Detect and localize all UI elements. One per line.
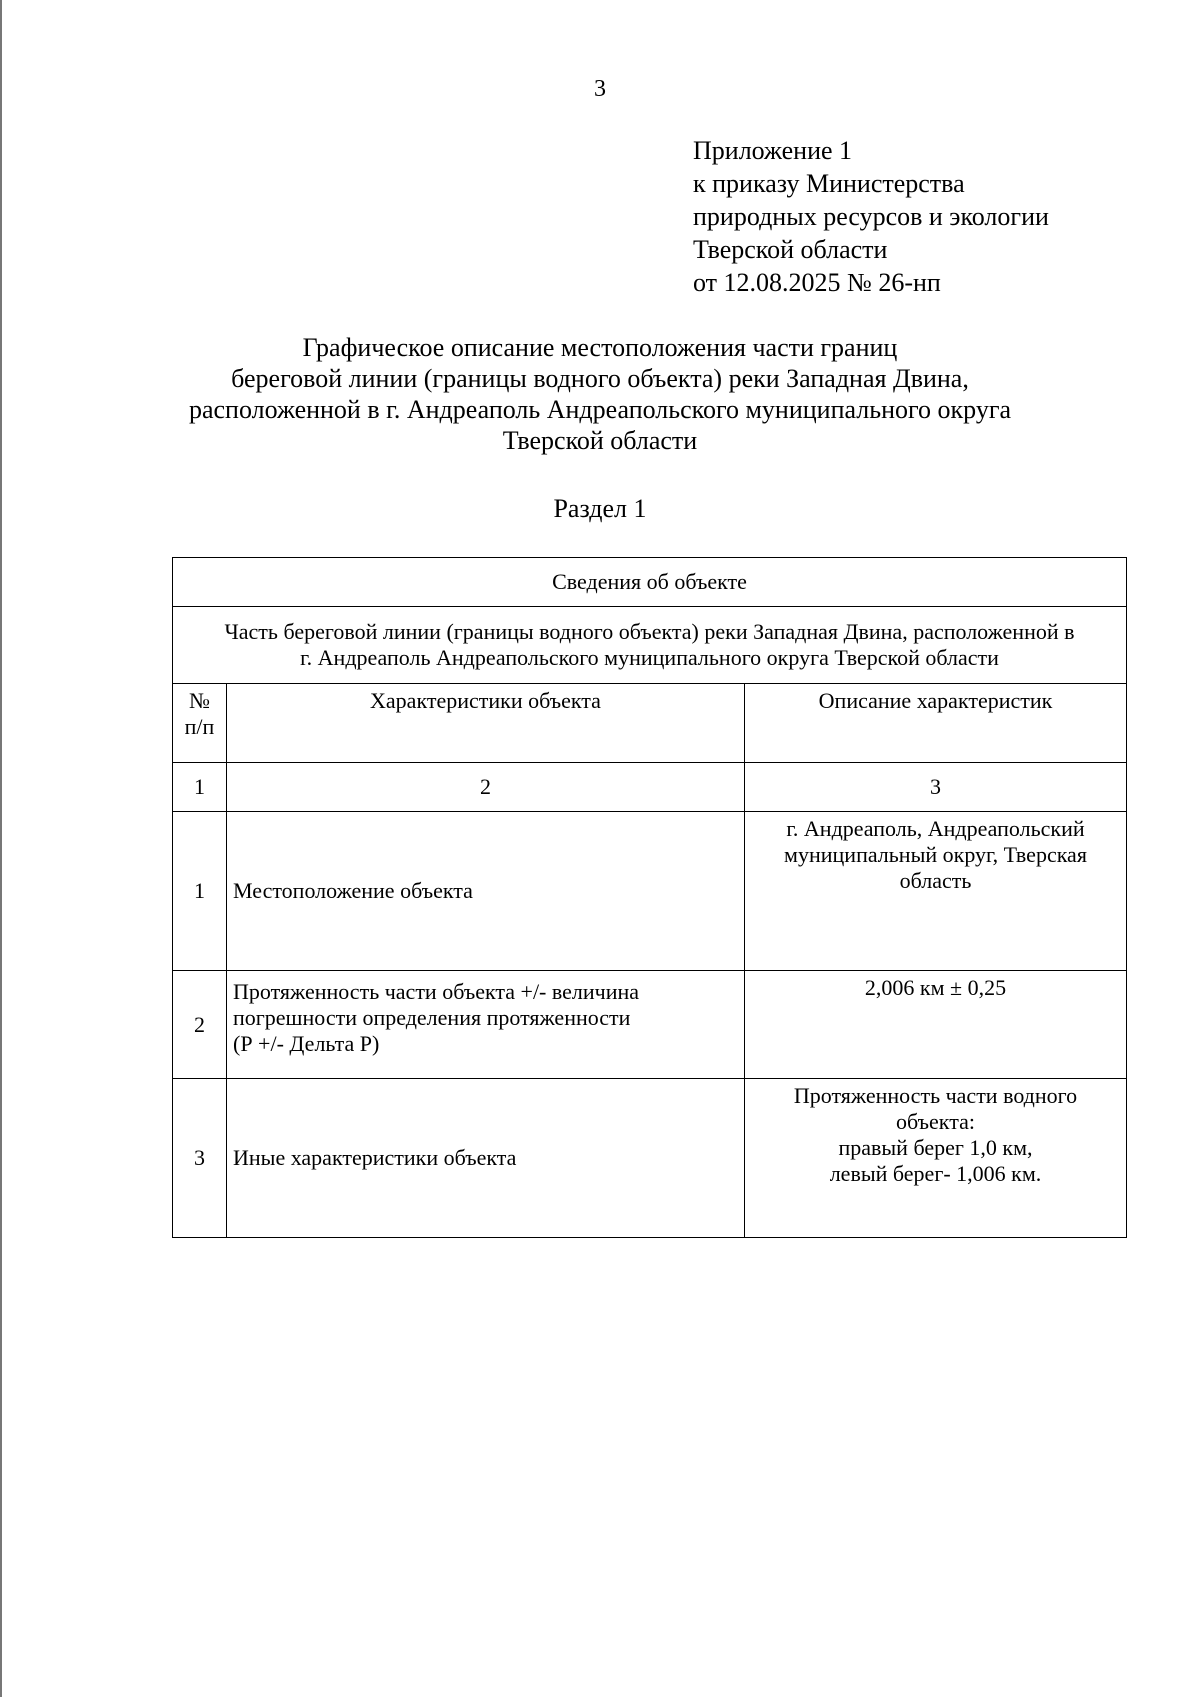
row-characteristic [227, 971, 745, 1079]
column-header-num-line: № [189, 688, 210, 713]
appendix-line: Приложение 1 [693, 136, 853, 165]
object-description-line: Часть береговой линии (границы водного объекта) реки Западная Двина, расположенной в [224, 619, 1075, 644]
title-line: расположенной в г. Андреаполь Андреапольского муниципального округа [188, 395, 1012, 424]
table-row [173, 971, 1127, 1079]
table-row [173, 1079, 1127, 1238]
appendix-line: к приказу Министерства [693, 169, 965, 198]
appendix-line: Тверской области [693, 235, 888, 264]
column-header-row [173, 684, 1127, 763]
appendix-line: природных ресурсов и экологии [693, 202, 1049, 231]
scan-edge-line [0, 0, 2, 1697]
appendix-line: от 12.08.2025 № 26-нп [693, 268, 941, 297]
row-description-line: объекта: [896, 1109, 975, 1134]
object-info-table [172, 557, 1127, 1238]
object-description-cell [173, 607, 1127, 684]
column-number: 2 [227, 763, 745, 812]
document-title [150, 332, 1050, 456]
table-row [173, 812, 1127, 971]
row-description-line: левый берег- 1,006 км. [829, 1161, 1042, 1186]
row-number: 3 [173, 1079, 227, 1238]
table-header-row [173, 558, 1127, 607]
object-description-row [173, 607, 1127, 684]
row-description-line: правый берег 1,0 км, [838, 1135, 1033, 1160]
row-description-line: г. Андреаполь, Андреапольский [786, 816, 1085, 841]
row-characteristic-line: (Р +/- Дельта Р) [233, 1031, 380, 1056]
row-number: 1 [173, 812, 227, 971]
row-description-line: 2,006 км ± 0,25 [864, 975, 1007, 1000]
table-header-cell: Сведения об объекте [173, 558, 1127, 607]
row-description-line: область [899, 868, 972, 893]
row-description [745, 1079, 1127, 1238]
row-description [745, 971, 1127, 1079]
column-header-characteristic: Характеристики объекта [227, 684, 745, 763]
column-number-row [173, 763, 1127, 812]
object-description-line: г. Андреаполь Андреапольского муниципального округа Тверской области [300, 645, 999, 670]
row-characteristic [227, 812, 745, 971]
page-number: 3 [594, 76, 606, 102]
appendix-block [693, 134, 1049, 299]
column-header-num-line: п/п [184, 714, 215, 739]
column-number: 3 [745, 763, 1127, 812]
row-description [745, 812, 1127, 971]
row-characteristic-line: Местоположение объекта [233, 878, 473, 903]
row-characteristic-line: Протяженность части объекта +/- величина [233, 979, 640, 1004]
row-description-line: Протяженность части водного [793, 1083, 1078, 1108]
row-characteristic-line: погрешности определения протяженности [233, 1005, 631, 1030]
section-label: Раздел 1 [553, 494, 647, 523]
row-number: 2 [173, 971, 227, 1079]
title-line: Графическое описание местоположения части границ [302, 333, 898, 362]
row-characteristic-line: Иные характеристики объекта [233, 1145, 517, 1170]
title-line: Тверской области [502, 426, 698, 455]
column-header-num [173, 684, 227, 763]
row-characteristic [227, 1079, 745, 1238]
column-number: 1 [173, 763, 227, 812]
title-line: береговой линии (границы водного объекта) реки Западная Двина, [231, 364, 969, 393]
column-header-description: Описание характеристик [745, 684, 1127, 763]
row-description-line: муниципальный округ, Тверская [784, 842, 1087, 867]
